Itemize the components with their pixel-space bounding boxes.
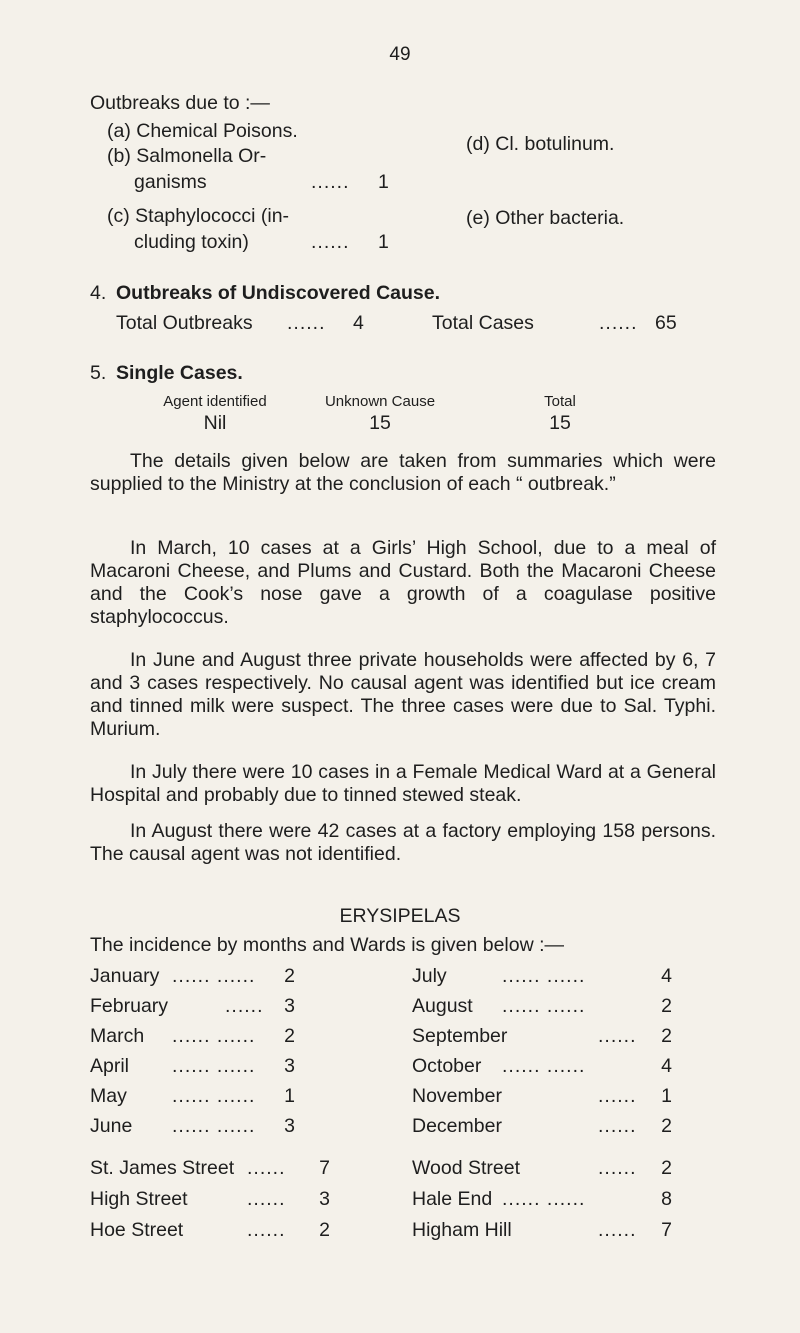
value-agent: Nil [203,412,227,434]
outbreak-b-value: 1 [378,171,389,193]
value-total: 15 [549,412,571,434]
leader-dots: ...... [247,1219,286,1241]
month-value: 4 [661,1055,672,1077]
leader-dots: ...... ...... [502,965,586,987]
value-unknown: 15 [369,412,391,434]
outbreak-d: (d) Cl. botulinum. [466,133,615,155]
month-value: 2 [661,1025,672,1047]
leader-dots: ...... ...... [502,1188,586,1210]
paragraph-text: In June and August three private households were affected by 6, 7 and 3 cases respectively. No causal agent was identified but ice cream and tinned milk were suspect. The three cases were due to Sal. Typhi. Murium. [90,649,716,740]
month-name: March [90,1025,145,1047]
ward-name: Higham Hill [412,1219,512,1241]
month-value: 3 [284,995,295,1017]
month-name: November [412,1085,502,1107]
outbreaks-heading: Outbreaks due to :— [90,92,270,114]
month-name: August [412,995,473,1017]
month-value: 2 [284,965,295,987]
section4-number: 4. [90,282,107,304]
paragraph-text: The details given below are taken from summaries which were supplied to the Ministry at the conclusion of each “ outbreak.” [90,450,716,495]
outbreak-b-line2: ganisms [134,171,207,193]
outbreak-c-line2: cluding toxin) [134,231,249,253]
month-value: 4 [661,965,672,987]
month-value: 1 [284,1085,295,1107]
paragraph-summary [90,450,716,496]
col-header-total: Total [544,393,576,410]
month-value: 2 [661,995,672,1017]
ward-value: 7 [661,1219,672,1241]
col-header-agent: Agent identified [163,393,267,410]
col-header-unknown: Unknown Cause [324,393,436,410]
month-value: 2 [661,1115,672,1137]
month-value: 3 [284,1115,295,1137]
month-name: January [90,965,160,987]
paragraph-text: In August there were 42 cases at a factory employing 158 persons. The causal agent was not identified. [90,820,716,865]
total-outbreaks-dots: ...... [287,312,326,334]
total-cases-value: 65 [655,312,677,334]
leader-dots: ...... [598,1157,637,1179]
leader-dots: ...... ...... [172,965,256,987]
ward-value: 7 [319,1157,330,1179]
ward-value: 8 [661,1188,672,1210]
ward-value: 3 [319,1188,330,1210]
total-cases-dots: ...... [599,312,638,334]
ward-name: High Street [90,1188,188,1210]
month-name: July [412,965,447,987]
leader-dots: ...... [598,1085,637,1107]
outbreak-c-value: 1 [378,231,389,253]
leader-dots: ...... ...... [172,1055,256,1077]
section4-title: Outbreaks of Undiscovered Cause. [116,282,441,304]
section5-number: 5. [90,362,107,384]
total-cases-label: Total Cases [432,312,534,334]
paragraph-june-august [90,649,716,741]
month-name: April [90,1055,130,1077]
outbreak-e: (e) Other bacteria. [466,207,625,229]
paragraph-text: In July there were 10 cases in a Female Medical Ward at a General Hospital and probably due to tinned stewed steak. [90,761,716,806]
paragraph-july [90,761,716,807]
outbreak-b-dots: ...... [311,171,350,193]
leader-dots: ...... [225,995,264,1017]
leader-dots: ...... [247,1188,286,1210]
total-outbreaks-label: Total Outbreaks [116,312,253,334]
month-name: October [412,1055,482,1077]
leader-dots: ...... [247,1157,286,1179]
erysipelas-intro: The incidence by months and Wards is given below :— [90,934,565,956]
month-name: June [90,1115,133,1137]
month-value: 3 [284,1055,295,1077]
leader-dots: ...... ...... [502,995,586,1017]
ward-name: Hale End [412,1188,493,1210]
erysipelas-title: ERYSIPELAS [339,905,461,927]
month-value: 1 [661,1085,672,1107]
outbreak-b-line1: (b) Salmonella Or- [107,145,267,167]
section5-title: Single Cases. [116,362,243,384]
ward-value: 2 [319,1219,330,1241]
paragraph-march [90,537,716,629]
paragraph-august [90,820,716,866]
month-name: May [90,1085,127,1107]
leader-dots: ...... ...... [172,1025,256,1047]
paragraph-text: In March, 10 cases at a Girls’ High School, due to a meal of Macaroni Cheese, and Plums and Custard. Both the Macaroni Cheese and the Cook’s nose gave a growth of a coagulase positive staphylococcus. [90,537,716,628]
leader-dots: ...... ...... [172,1085,256,1107]
ward-value: 2 [661,1157,672,1179]
page-number: 49 [389,44,411,65]
month-name: December [412,1115,502,1137]
ward-name: St. James Street [90,1157,235,1179]
leader-dots: ...... ...... [172,1115,256,1137]
leader-dots: ...... ...... [502,1055,586,1077]
month-name: February [90,995,169,1017]
leader-dots: ...... [598,1219,637,1241]
leader-dots: ...... [598,1025,637,1047]
month-value: 2 [284,1025,295,1047]
outbreak-c-line1: (c) Staphylococci (in- [107,205,290,227]
outbreak-a: (a) Chemical Poisons. [107,120,298,142]
outbreak-c-dots: ...... [311,231,350,253]
month-name: September [412,1025,508,1047]
ward-name: Hoe Street [90,1219,184,1241]
total-outbreaks-value: 4 [353,312,364,334]
ward-name: Wood Street [412,1157,521,1179]
leader-dots: ...... [598,1115,637,1137]
